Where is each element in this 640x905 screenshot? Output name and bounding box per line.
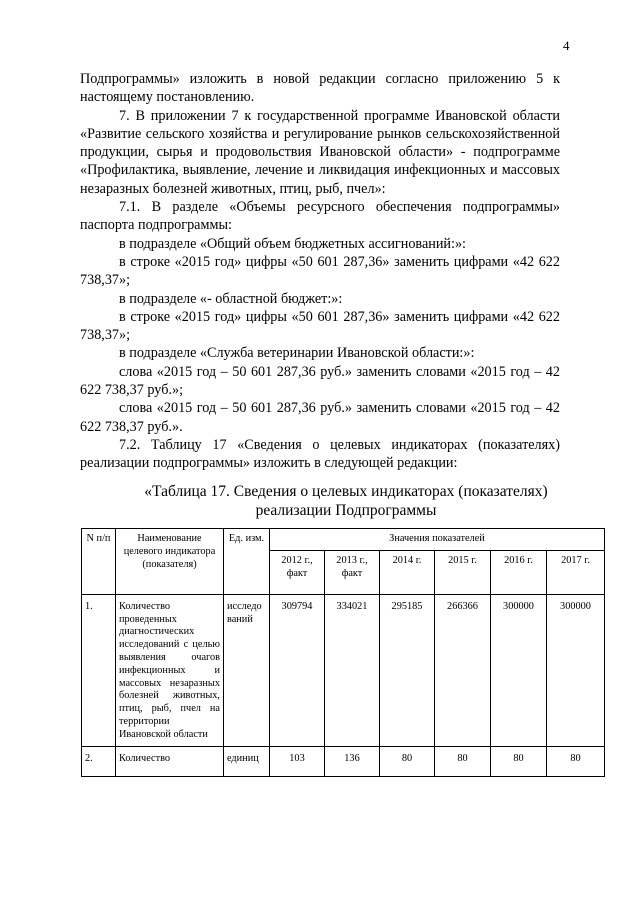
row-value: 309794 — [270, 594, 325, 746]
row-num: 1. — [82, 594, 116, 746]
document-body — [80, 70, 560, 473]
row-name: Количество проведенных диагностических исследований с целью выявления очагов инфекционных и массовых незаразных болезней животных, птиц, рыб, пчел на территории Ивановской области — [116, 594, 224, 746]
paragraph: 7.1. В разделе «Объемы ресурсного обеспечения подпрограммы» паспорта подпрограммы: — [80, 199, 560, 234]
paragraph: слова «2015 год – 50 601 287,36 руб.» заменить словами «2015 год – 42 622 738,37 руб.»; — [80, 363, 560, 399]
row-value: 136 — [325, 746, 380, 776]
row-value: 80 — [491, 746, 547, 776]
row-value: 300000 — [547, 594, 605, 746]
row-value: 300000 — [491, 594, 547, 746]
page-number: 4 — [563, 38, 570, 53]
paragraph: 7. В приложении 7 к государственной программе Ивановской области «Развитие сельского хозяйства и регулирование рынков сельскохозяйственной продукции, сырья и продовольствия Ивановской области» - подпрограмме «Профилактика, выявление, лечение и ликвидация инфекционных и массовых незаразных болезней животных, птиц, рыб, пчел»: — [80, 107, 560, 197]
paragraph: Подпрограммы» изложить в новой редакции согласно приложению 5 к настоящему постановлению. — [80, 71, 560, 106]
paragraph: в подразделе «Служба ветеринарии Ивановской области:»: — [119, 345, 475, 362]
table-caption-line: реализации Подпрограммы — [255, 502, 437, 519]
row-value: 80 — [380, 746, 435, 776]
row-value: 80 — [435, 746, 491, 776]
header-unit: Ед. изм. — [224, 529, 270, 595]
paragraph: слова «2015 год – 50 601 287,36 руб.» заменить словами «2015 год – 42 622 738,37 руб.». — [80, 400, 560, 435]
paragraph: в подразделе «- областной бюджет:»: — [119, 290, 343, 307]
paragraph: в подразделе «Общий объем бюджетных ассигнований:»: — [119, 235, 466, 252]
paragraph: в строке «2015 год» цифры «50 601 287,36» заменить цифрами «42 622 738,37»; — [80, 253, 560, 289]
header-values-group: Значения показателей — [270, 529, 605, 551]
header-name: Наименование целевого индикатора (показателя) — [116, 529, 224, 595]
paragraph: в строке «2015 год» цифры «50 601 287,36» заменить цифрами «42 622 738,37»; — [80, 308, 560, 344]
indicators-table — [81, 528, 605, 777]
table-row — [82, 594, 605, 746]
row-value: 295185 — [380, 594, 435, 746]
row-name: Количество — [116, 746, 224, 776]
header-year: 2016 г. — [491, 550, 547, 594]
header-year: 2014 г. — [380, 550, 435, 594]
row-value: 334021 — [325, 594, 380, 746]
table-header-row — [82, 529, 605, 551]
header-year: 2012 г., факт — [270, 550, 325, 594]
row-unit: исследований — [224, 594, 270, 746]
paragraph: 7.2. Таблицу 17 «Сведения о целевых индикаторах (показателях) реализации подпрограммы» изложить в следующей редакции: — [80, 436, 560, 472]
header-year: 2013 г., факт — [325, 550, 380, 594]
table-caption-line: «Таблица 17. Сведения о целевых индикаторах (показателях) — [144, 483, 548, 500]
header-year: 2017 г. — [547, 550, 605, 594]
row-value: 266366 — [435, 594, 491, 746]
row-num: 2. — [82, 746, 116, 776]
row-unit: единиц — [224, 746, 270, 776]
header-year: 2015 г. — [435, 550, 491, 594]
table-row — [82, 746, 605, 776]
table-caption — [80, 482, 612, 520]
row-value: 80 — [547, 746, 605, 776]
header-num: N п/п — [82, 529, 116, 595]
row-value: 103 — [270, 746, 325, 776]
